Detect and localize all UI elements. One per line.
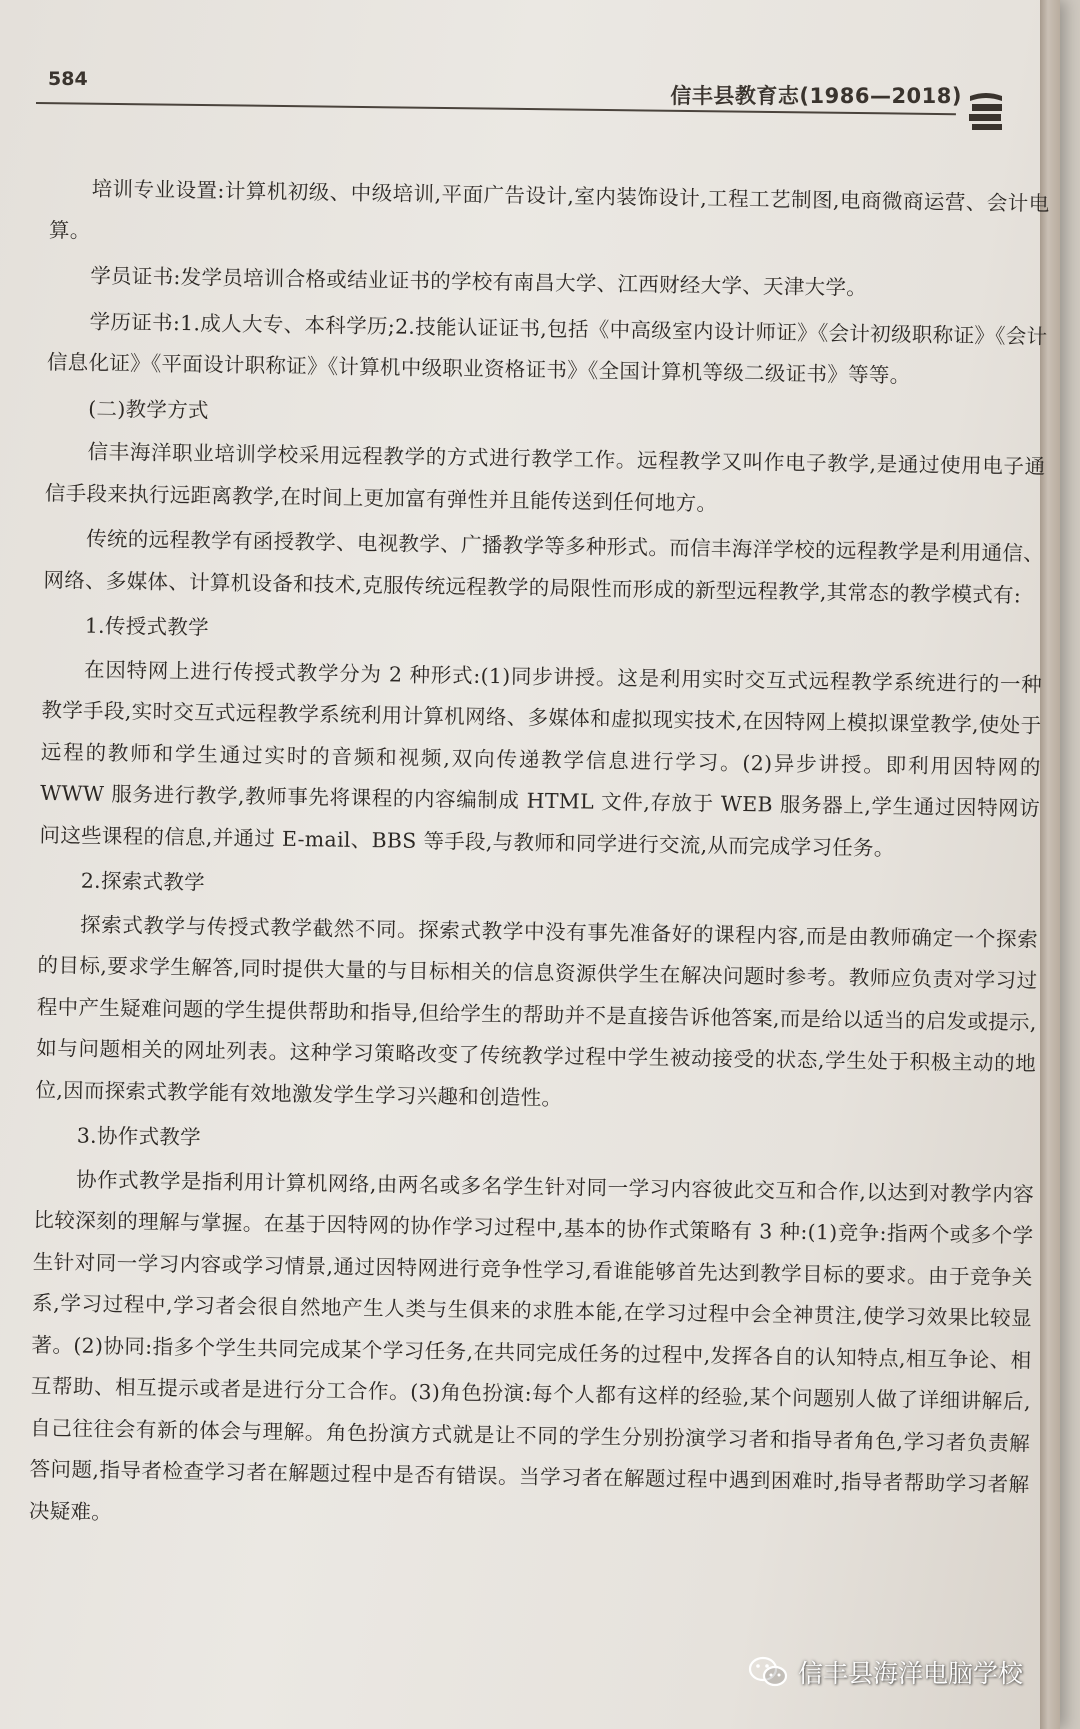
book-stack-icon <box>966 90 1006 132</box>
watermark <box>748 1652 1023 1692</box>
watermark-text: 信丰县海洋电脑学校 <box>798 1659 1024 1688</box>
wechat-icon <box>748 1656 788 1688</box>
paragraph-student-certificates: 学员证书:发学员培训合格或结业证书的学校有南昌大学、江西财经大学、天津大学。 <box>90 263 868 300</box>
running-title: 信丰县教育志(1986—2018) <box>670 84 962 108</box>
subheading-exploratory-teaching: 2.探索式教学 <box>80 868 206 895</box>
section-heading-teaching-methods: (二)教学方式 <box>88 396 210 423</box>
paragraph-collaborative-teaching: 协作式教学是指利用计算机网络,由两名或多名学生针对同一学习内容彼此交互和合作,以达到对教学内容比较深刻的理解与掌握。在基于因特网的协作学习过程中,基本的协作式策略有 3 种:(1)竞争:指两个或多个学生针对同一学习内容或学习情景,通过因特网进行竞争性学习,看谁能够首先达到教学目标的要求。由于竞争关系,学习过程中,学习者会很自然地产生人类与生俱来的求胜本能,在学习过程中会全神贯注,使学习效果比较显著。(2)协同:指多个学生共同完成某个学习任务,在共同完成任务的过程中,发挥各自的认知特点,相互争论、相互帮助、相互提示或者是进行分工合作。(3)角色扮演:每个人都有这样的经验,某个问题别人做了详细讲解后,自己往往会有新的体会与理解。角色扮演方式就是让不同的学生分别扮演学习者和指导者角色,学习者负责解答问题,指导者检查学习者在解题过程中是否有错误。当学习者在解题过程中遇到困难时,指导者帮助学习者解决疑难。 <box>28 1167 1035 1524</box>
subheading-lecture-teaching: 1.传授式教学 <box>84 613 210 640</box>
subheading-collaborative-teaching: 3.协作式教学 <box>76 1123 202 1150</box>
paragraph-lecture-teaching: 在因特网上进行传授式教学分为 2 种形式:(1)同步讲授。这是利用实时交互式远程教学系统进行的一种教学手段,实时交互式远程教学系统利用计算机网络、多媒体和虚拟现实技术,在因特网上模拟课堂教学,使处于远程的教师和学生通过实时的音频和视频,双向传递教学信息进行学习。(2)异步讲授。即利用因特网的 WWW 服务进行教学,教师事先将课程的内容编制成 HTML 文件,存放于 WEB 服务器上,学生通过因特网访问这些课程的信息,并通过 E-mail、BBS 等手段,与教师和同学进行交流,从而完成学习任务。 <box>39 657 1043 860</box>
page-header <box>48 60 1008 110</box>
paragraph-exploratory-teaching: 探索式教学与传授式教学截然不同。探索式教学中没有事先准备好的课程内容,而是由教师确定一个探索的目标,要求学生解答,同时提供大量的与目标相关的信息资源供学生在解决问题时参考。教师应负责对学习过程中产生疑难问题的学生提供帮助和指导,但给学生的帮助并不是直接告诉他答案,而是给以适当的启发或提示,如与问题相关的网址列表。这种学习策略改变了传统教学过程中学生被动接受的状态,学生处于积极主动的地位,因而探索式教学能有效地激发学生学习兴趣和创造性。 <box>35 912 1039 1110</box>
body-text <box>29 168 1050 1552</box>
paragraph-traditional-remote: 传统的远程教学有函授教学、电视教学、广播教学等多种形式。而信丰海洋学校的远程教学是利用通信、网络、多媒体、计算机设备和技术,克服传统远程教学的局限性而形成的新型远程教学,其常态的教学模式有: <box>43 526 1045 607</box>
paragraph-training-majors: 培训专业设置:计算机初级、中级培训,平面广告设计,室内装饰设计,工程工艺制图,电商微商运营、会计电算。 <box>48 176 1050 243</box>
page-number: 584 <box>48 68 88 90</box>
paragraph-remote-teaching: 信丰海洋职业培训学校采用远程教学的方式进行教学工作。远程教学又叫作电子教学,是通过使用电子通信手段来执行远距离教学,在时间上更加富有弹性并且能传送到任何地方。 <box>44 439 1046 516</box>
paragraph-academic-certificates: 学历证书:1.成人大专、本科学历;2.技能认证证书,包括《中高级室内设计师证》《会计初级职称证》《会计信息化证》《平面设计职称证》《计算机中级职业资格证书》《全国计算机等级二级证书》等等。 <box>46 309 1048 388</box>
